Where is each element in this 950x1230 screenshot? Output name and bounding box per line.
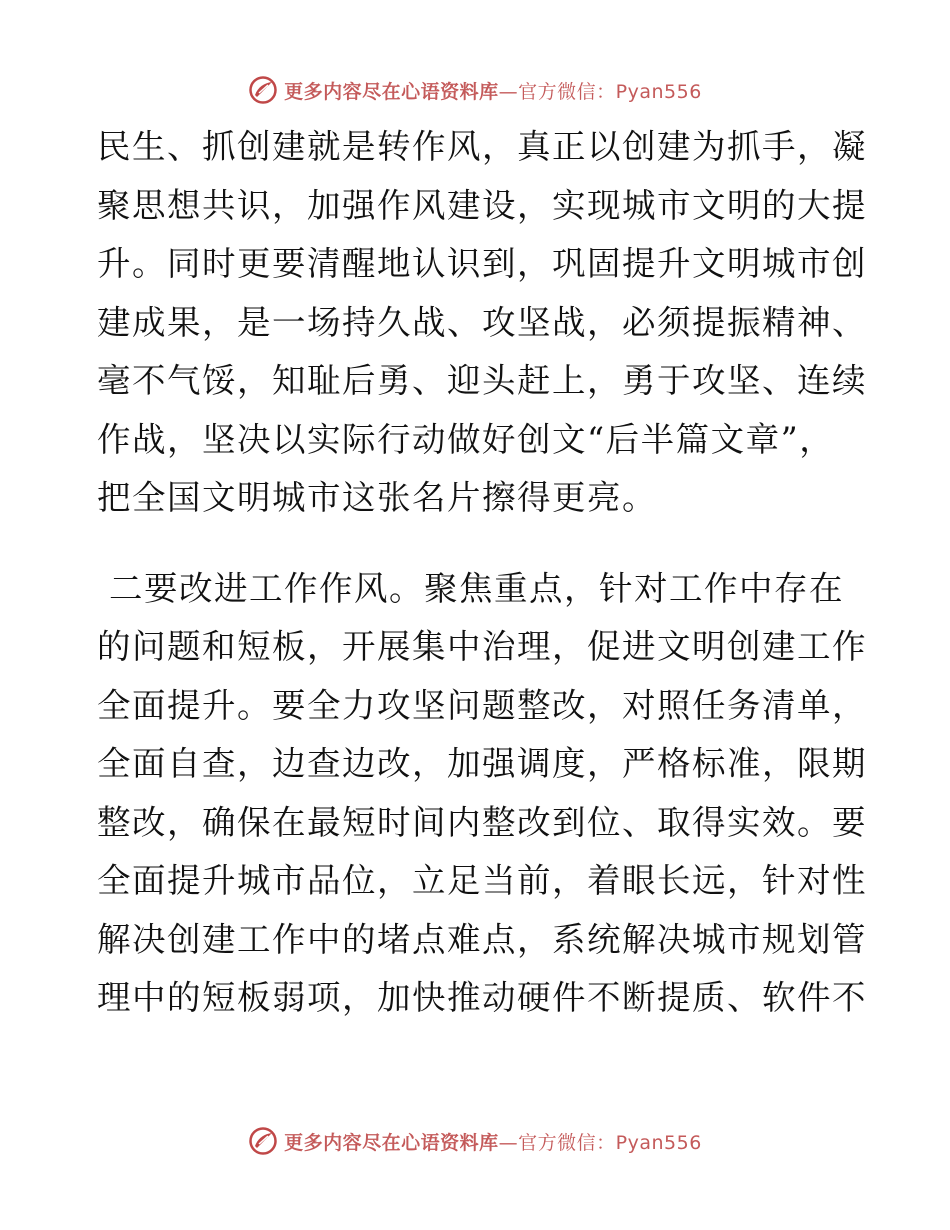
footer-banner bbox=[0, 1121, 950, 1161]
header-banner-separator: — bbox=[498, 80, 519, 103]
footer-banner-tail: 官方微信：Pyan556 bbox=[518, 1131, 702, 1154]
text-line: 把全国文明城市这张名片擦得更亮。 bbox=[97, 478, 657, 517]
text-line: 毫不气馁，知耻后勇、迎头赶上，勇于攻坚、连续 bbox=[97, 361, 867, 400]
text-line: 理中的短板弱项，加快推动硬件不断提质、软件不 bbox=[97, 978, 867, 1017]
paragraph-1 bbox=[97, 118, 867, 528]
text-line: 聚思想共识，加强作风建设，实现城市文明的大提 bbox=[97, 185, 867, 225]
text-line: 全面自查，边查边改，加强调度，严格标准，限期 bbox=[97, 744, 867, 783]
paragraph-2 bbox=[97, 560, 867, 1028]
text-line: 的问题和短板，开展集中治理，促进文明创建工作 bbox=[97, 627, 867, 666]
paragraph-gap bbox=[97, 528, 853, 560]
text-line: 民生、抓创建就是转作风，真正以创建为抓手，凝 bbox=[97, 127, 867, 166]
text-line: 升。同时更要清醒地认识到，巩固提升文明城市创 bbox=[97, 244, 867, 283]
header-banner bbox=[0, 70, 950, 110]
header-banner-tail: 官方微信：Pyan556 bbox=[518, 80, 702, 103]
footer-banner-separator: — bbox=[498, 1131, 519, 1154]
text-line: 整改，确保在最短时间内整改到位、取得实效。要 bbox=[97, 802, 867, 842]
brand-logo-icon bbox=[248, 1126, 278, 1156]
footer-banner-main: 更多内容尽在心语资料库 bbox=[284, 1131, 499, 1154]
text-line: 全面提升城市品位，立足当前，着眼长远，针对性 bbox=[97, 861, 867, 900]
text-line: 二要改进工作作风。聚焦重点，针对工作中存在 bbox=[109, 568, 844, 608]
document-body bbox=[97, 118, 867, 1028]
header-banner-main: 更多内容尽在心语资料库 bbox=[284, 80, 499, 103]
footer-banner-text bbox=[284, 1128, 702, 1155]
header-banner-text bbox=[284, 77, 702, 104]
text-line: 建成果，是一场持久战、攻坚战，必须提振精神、 bbox=[97, 302, 867, 342]
brand-logo-icon bbox=[248, 75, 278, 105]
text-line: 解决创建工作中的堵点难点，系统解决城市规划管 bbox=[97, 919, 867, 959]
text-line: 作战，坚决以实际行动做好创文“后半篇文章”， bbox=[97, 419, 835, 459]
text-line: 全面提升。要全力攻坚问题整改，对照任务清单， bbox=[97, 685, 867, 725]
